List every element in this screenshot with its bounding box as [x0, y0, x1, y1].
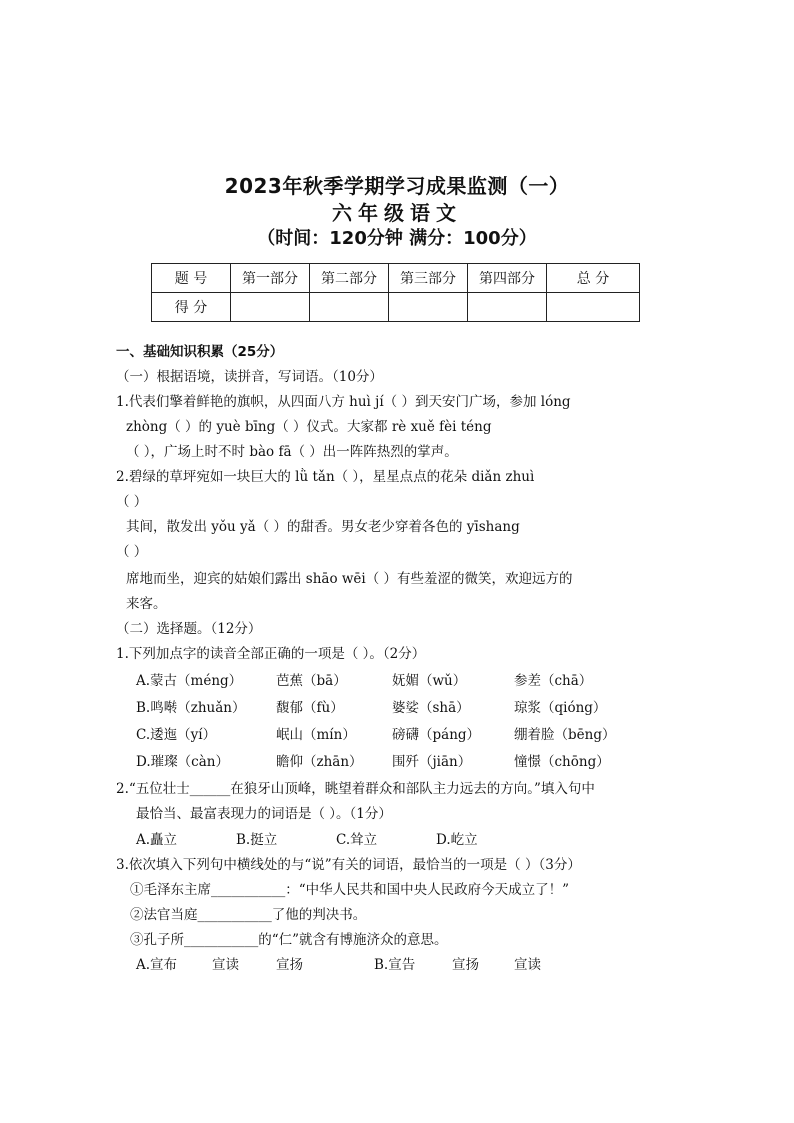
score-cell[interactable]	[389, 293, 468, 322]
choice-option-a: A.矗立	[136, 832, 178, 848]
exam-title: 2023年秋季学期学习成果监测（一）	[224, 174, 570, 198]
choice-word: 围歼（jiān）	[392, 754, 472, 770]
score-cell[interactable]	[310, 293, 389, 322]
score-header-cell: 第四部分	[468, 264, 547, 293]
score-table	[151, 263, 640, 322]
question-line: 其间，散发出 yǒu yǎ（ ）的甜香。男女老少穿着各色的 yīshang	[126, 519, 520, 535]
score-header-cell: 第一部分	[231, 264, 310, 293]
score-cell[interactable]	[231, 293, 310, 322]
score-table-header-row	[152, 264, 640, 293]
choice-option-a: A.宣布	[136, 957, 178, 973]
choice-option-d: D.璀璨（càn）	[136, 754, 229, 770]
question-line: 来客。	[126, 596, 167, 612]
question-stem: 2.“五位壮士______在狼牙山顶峰，眺望着群众和部队主力远去的方向。”填入句中	[116, 781, 595, 797]
choice-word: 憧憬（chōng）	[514, 754, 610, 770]
choice-option-c: C.耸立	[336, 832, 378, 848]
score-cell[interactable]	[468, 293, 547, 322]
question-stem: 最恰当、最富表现力的词语是（ ）。（1分）	[136, 806, 392, 822]
score-header-cell: 第二部分	[310, 264, 389, 293]
choice-option-b: B.挺立	[236, 832, 278, 848]
question-line: （ ），广场上时不时 bào fā（ ）出一阵阵热烈的掌声。	[126, 444, 458, 460]
score-header-cell: 第三部分	[389, 264, 468, 293]
choice-word: 馥郁（fù）	[276, 700, 344, 716]
choice-option-c: C.逶迤（yí）	[136, 727, 217, 743]
part-heading: （一）根据语境，读拼音，写词语。（10分）	[116, 369, 383, 385]
question-line: zhòng（ ）的 yuè bīng（ ）仪式。大家都 rè xuě fèi téng	[126, 419, 492, 435]
question-line: 1.代表们擎着鲜艳的旗帜，从四面八方 huì jí（ ）到天安门广场，参加 lóng	[116, 394, 571, 410]
choice-word: 婆娑（shā）	[392, 700, 470, 716]
choice-word: 宣扬	[276, 957, 303, 973]
question-stem: 1.下列加点字的读音全部正确的一项是（ ）。（2分）	[116, 646, 426, 662]
score-row-label: 得 分	[152, 293, 231, 322]
question-line: （ ）	[116, 544, 148, 560]
exam-meta: （时间：120分钟 满分：100分）	[257, 228, 537, 249]
exam-subject: 六年级语文	[332, 201, 462, 225]
choice-word: 岷山（mín）	[276, 727, 356, 743]
section-heading: 一、基础知识积累（25分）	[116, 344, 284, 360]
question-line: （ ）	[116, 494, 148, 510]
score-header-cell: 题 号	[152, 264, 231, 293]
choice-word: 瞻仰（zhān）	[276, 754, 363, 770]
choice-word: 宣读	[212, 957, 239, 973]
choice-word: 芭蕉（bā）	[276, 673, 347, 689]
part-heading: （二）选择题。（12分）	[116, 621, 262, 637]
choice-option-b: B.鸣啭（zhuǎn）	[136, 700, 246, 716]
choice-option-a: A.蒙古（méng）	[136, 673, 243, 689]
choice-option-b: B.宣告	[374, 957, 416, 973]
question-line: 2.碧绿的草坪宛如一块巨大的 lǜ tǎn（ ），星星点点的花朵 diǎn zhuì	[116, 469, 535, 485]
score-table-score-row	[152, 293, 640, 322]
choice-word: 参差（chā）	[514, 673, 593, 689]
choice-word: 宣读	[514, 957, 541, 973]
question-sentence: ②法官当庭___________了他的判决书。	[130, 907, 367, 923]
question-line: 席地而坐，迎宾的姑娘们露出 shāo wēi（ ）有些羞涩的微笑，欢迎远方的	[126, 571, 573, 587]
choice-word: 琼浆（qióng）	[514, 700, 607, 716]
question-sentence: ③孔子所___________的“仁”就含有博施济众的意思。	[130, 932, 448, 948]
question-sentence: ①毛泽东主席___________：“中华人民共和国中央人民政府今天成立了！”	[130, 882, 570, 898]
score-cell[interactable]	[547, 293, 640, 322]
question-stem: 3.依次填入下列句中横线处的与“说”有关的词语，最恰当的一项是（ ）（3分）	[116, 857, 581, 873]
choice-word: 妩媚（wǔ）	[392, 673, 467, 689]
choice-word: 宣扬	[452, 957, 479, 973]
choice-word: 磅礴（páng）	[392, 727, 481, 743]
score-header-cell: 总 分	[547, 264, 640, 293]
choice-word: 绷着脸（bēng）	[514, 727, 616, 743]
choice-option-d: D.屹立	[436, 832, 478, 848]
